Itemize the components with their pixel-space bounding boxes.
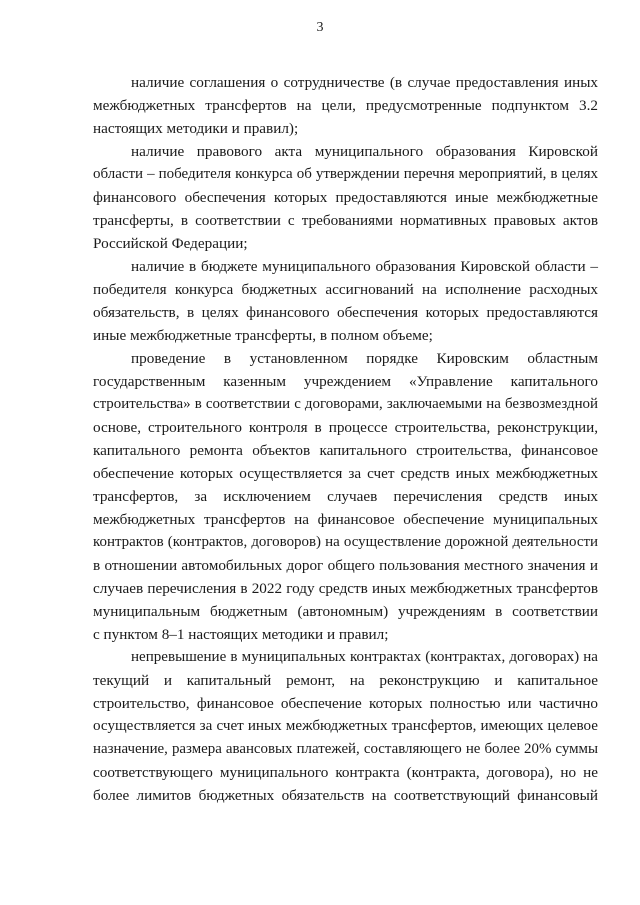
text-line: строительство, финансовое обеспечение которых полностью или частично <box>93 695 598 712</box>
text-line: муниципальным бюджетным (автономным) учреждениям в соответствии <box>93 603 598 620</box>
text-line: иные межбюджетные трансферты, в полном объеме; <box>93 327 433 344</box>
text-line: межбюджетных трансфертов на цели, предусмотренные подпунктом 3.2 <box>93 97 598 114</box>
paragraph-advance-payments <box>93 646 598 807</box>
text-line: с пунктом 8–1 настоящих методики и правил; <box>93 626 389 643</box>
text-line: более лимитов бюджетных обязательств на соответствующий финансовый <box>93 787 598 804</box>
text-line: в отношении автомобильных дорог общего пользования местного значения и <box>93 557 598 574</box>
text-line: капитального ремонта объектов капитального строительства, финансовое <box>93 442 598 459</box>
page-number: 3 <box>316 20 324 35</box>
text-line: соответствующего муниципального контракта (контракта, договора), но не <box>93 764 598 781</box>
document-body <box>93 71 598 807</box>
text-line: Российской Федерации; <box>93 235 248 252</box>
text-line: наличие правового акта муниципального образования Кировской <box>131 143 598 160</box>
text-line: победителя конкурса бюджетных ассигнований на исполнение расходных <box>93 281 598 298</box>
text-line: государственным казенным учреждением «Управление капитального <box>93 373 598 390</box>
text-line: основе, строительного контроля в процессе строительства, реконструкции, <box>93 419 598 436</box>
text-line: межбюджетных трансфертов на финансовое обеспечение муниципальных <box>93 511 598 528</box>
text-line: трансфертов, за исключением случаев перечисления средств иных <box>93 488 598 505</box>
text-line: случаев перечисления в 2022 году средств иных межбюджетных трансфертов <box>93 580 598 597</box>
paragraph-construction-control <box>93 347 598 646</box>
text-line: наличие в бюджете муниципального образования Кировской области – <box>131 258 598 275</box>
text-line: проведение в установленном порядке Кировским областным <box>131 350 598 367</box>
text-line: обязательств, в целях финансового обеспечения которых предоставляются <box>93 304 598 321</box>
text-line: назначение, размера авансовых платежей, составляющего не более 20% суммы <box>93 741 598 757</box>
paragraph-budget-allocations <box>93 255 598 347</box>
text-line: непревышение в муниципальных контрактах (контрактах, договорах) на <box>131 649 598 665</box>
text-line: обеспечение которых осуществляется за счет средств иных межбюджетных <box>93 465 598 482</box>
text-line: трансферты, в соответствии с требованиями нормативных правовых актов <box>93 212 598 229</box>
text-line: финансового обеспечения которых предоставляются иные межбюджетные <box>93 189 598 206</box>
text-line: осуществляется за счет иных межбюджетных трансфертов, имеющих целевое <box>93 718 598 734</box>
paragraph-legal-act <box>93 140 598 255</box>
text-line: строительства» в соответствии с договорами, заключаемыми на безвозмездной <box>93 396 598 412</box>
text-line: контрактов (контрактов, договоров) на осуществление дорожной деятельности <box>93 534 598 550</box>
paragraph-cooperation-agreement <box>93 71 598 140</box>
text-line: текущий и капитальный ремонт, на реконструкцию и капитальное <box>93 672 598 689</box>
text-line: области – победителя конкурса об утверждении перечня мероприятий, в целях <box>93 166 598 182</box>
text-line: настоящих методики и правил); <box>93 120 299 137</box>
text-line: наличие соглашения о сотрудничестве (в случае предоставления иных <box>131 74 598 91</box>
